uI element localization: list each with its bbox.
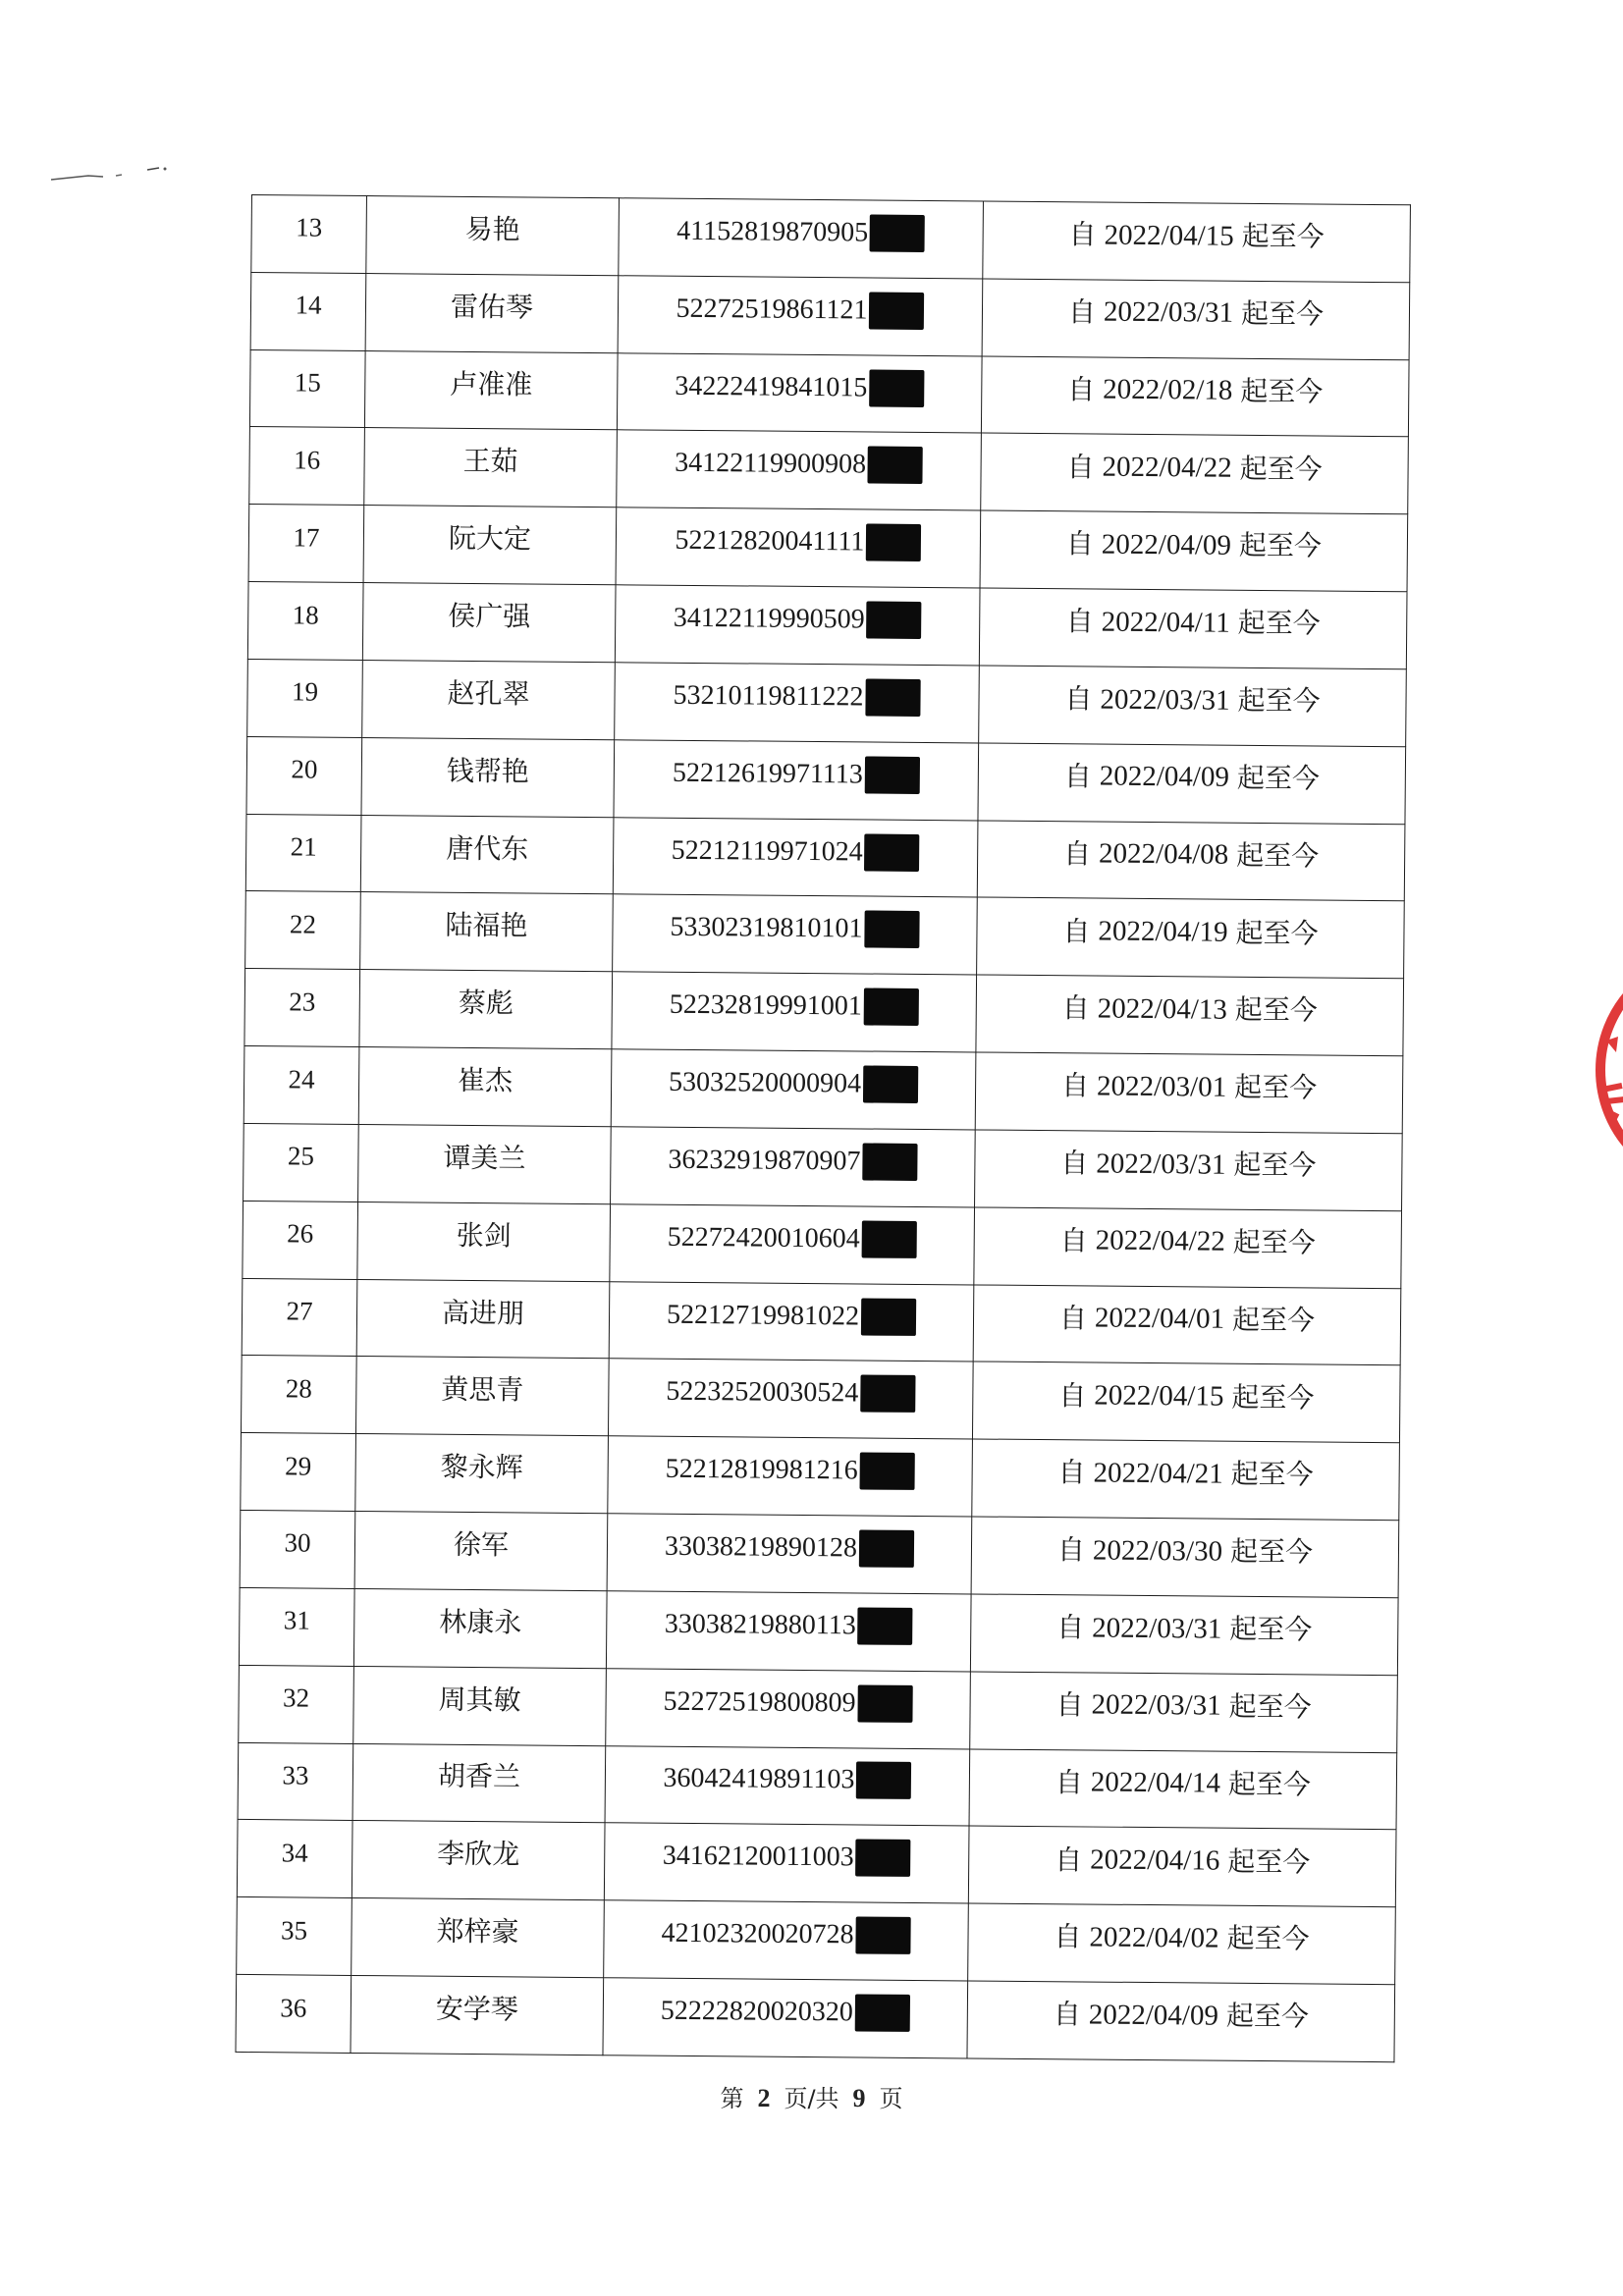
person-name: 林康永 <box>353 1588 607 1668</box>
period-prefix: 自 <box>1068 218 1097 251</box>
row-index: 26 <box>243 1201 358 1279</box>
period-cell <box>970 1594 1398 1676</box>
scan-speck-mark <box>49 162 177 184</box>
table-row <box>249 349 1409 437</box>
red-seal-stamp-edge <box>1589 942 1623 1198</box>
id-number-visible: 52232819991001 <box>669 988 862 1022</box>
period-prefix: 自 <box>1056 1611 1085 1644</box>
person-name: 李欣龙 <box>352 1821 605 1900</box>
redaction-block <box>866 524 921 561</box>
period-suffix: 起至今 <box>1231 1380 1315 1415</box>
period-start-date: 2022/04/08 <box>1098 837 1229 871</box>
period-start-date: 2022/04/09 <box>1088 1999 1219 2032</box>
table-row <box>246 736 1406 824</box>
period-suffix: 起至今 <box>1240 374 1324 408</box>
person-name: 胡香兰 <box>352 1743 606 1823</box>
row-index: 34 <box>237 1820 352 1898</box>
period-cell <box>980 510 1408 592</box>
row-index: 27 <box>242 1278 357 1357</box>
redaction-block <box>867 602 922 639</box>
row-index: 21 <box>245 814 361 892</box>
footer-page-number: 2 <box>757 2084 771 2112</box>
id-number-visible: 34122119990509 <box>673 602 865 635</box>
period-suffix: 起至今 <box>1237 607 1321 640</box>
redaction-block <box>860 1453 915 1490</box>
period-prefix: 自 <box>1060 1069 1090 1102</box>
redaction-block <box>858 1607 913 1644</box>
personnel-table-container <box>235 194 1409 2062</box>
period-start-date: 2022/04/16 <box>1090 1843 1220 1877</box>
period-cell <box>977 897 1405 979</box>
id-number-cell <box>619 198 984 279</box>
id-number-cell <box>608 1436 973 1517</box>
id-number-cell <box>605 1745 970 1826</box>
period-cell <box>971 1517 1399 1598</box>
id-number-cell <box>617 352 982 433</box>
id-number-cell <box>607 1514 972 1594</box>
period-start-date: 2022/03/31 <box>1096 1148 1226 1181</box>
period-suffix: 起至今 <box>1228 1689 1312 1724</box>
period-suffix: 起至今 <box>1234 993 1319 1027</box>
id-number-visible: 52272420010604 <box>667 1221 860 1255</box>
period-suffix: 起至今 <box>1230 1458 1314 1491</box>
period-suffix: 起至今 <box>1225 2000 1310 2033</box>
period-start-date: 2022/04/15 <box>1094 1379 1224 1413</box>
person-name: 唐代东 <box>360 815 614 894</box>
table-row <box>243 1123 1403 1210</box>
period-start-date: 2022/03/31 <box>1100 683 1230 717</box>
period-suffix: 起至今 <box>1232 1225 1316 1259</box>
row-index: 30 <box>240 1511 355 1589</box>
period-start-date: 2022/03/01 <box>1096 1070 1227 1103</box>
period-start-date: 2022/02/18 <box>1103 373 1233 407</box>
row-index: 18 <box>247 582 363 661</box>
footer-suffix: 页 <box>879 2085 903 2112</box>
period-prefix: 自 <box>1066 450 1095 484</box>
period-start-date: 2022/04/21 <box>1093 1457 1223 1490</box>
id-number-visible: 52272519800809 <box>663 1685 856 1719</box>
period-start-date: 2022/04/09 <box>1101 528 1232 561</box>
id-number-visible: 53032520000904 <box>668 1066 862 1099</box>
id-number-cell <box>613 894 978 975</box>
id-number-cell <box>613 817 978 897</box>
redaction-block <box>864 988 919 1026</box>
period-start-date: 2022/04/19 <box>1098 915 1228 948</box>
person-name: 高进朋 <box>356 1279 610 1359</box>
table-row <box>243 1046 1403 1134</box>
id-number-cell <box>608 1359 973 1439</box>
person-name: 郑梓豪 <box>352 1898 605 1978</box>
table-row <box>239 1665 1398 1752</box>
period-suffix: 起至今 <box>1234 1071 1318 1104</box>
row-index: 33 <box>238 1742 353 1821</box>
id-number-visible: 42102320020728 <box>661 1917 854 1950</box>
period-start-date: 2022/04/13 <box>1097 992 1227 1026</box>
id-number-cell <box>610 1203 975 1284</box>
row-index: 36 <box>236 1974 352 2053</box>
table-row <box>243 1201 1402 1288</box>
period-prefix: 自 <box>1065 605 1094 638</box>
redaction-block <box>865 678 920 716</box>
person-name: 蔡彪 <box>359 970 613 1049</box>
period-cell <box>969 1749 1397 1831</box>
period-cell <box>968 1826 1396 1907</box>
id-number-visible: 52212819981216 <box>665 1453 858 1486</box>
period-start-date: 2022/04/22 <box>1095 1224 1225 1258</box>
id-number-visible: 34222419841015 <box>675 370 868 403</box>
row-index: 17 <box>248 505 364 583</box>
row-index: 25 <box>243 1123 359 1201</box>
id-number-cell <box>618 276 983 356</box>
period-start-date: 2022/04/09 <box>1099 761 1230 794</box>
person-name: 钱帮艳 <box>361 737 615 817</box>
period-prefix: 自 <box>1053 1998 1081 2031</box>
table-row <box>247 582 1407 669</box>
period-prefix: 自 <box>1062 914 1091 948</box>
redaction-block <box>860 1375 915 1413</box>
id-number-visible: 34122119900908 <box>675 448 867 480</box>
period-suffix: 起至今 <box>1227 1844 1311 1879</box>
id-number-visible: 52232520030524 <box>666 1376 859 1409</box>
period-cell <box>976 975 1404 1056</box>
person-name: 侯广强 <box>362 583 616 663</box>
period-suffix: 起至今 <box>1238 529 1323 562</box>
table-row <box>248 505 1408 592</box>
period-prefix: 自 <box>1067 373 1096 406</box>
personnel-table-body <box>236 195 1410 2062</box>
period-prefix: 自 <box>1055 1765 1083 1799</box>
period-cell <box>979 666 1407 747</box>
id-number-visible: 34162120011003 <box>662 1841 854 1873</box>
period-prefix: 自 <box>1056 1533 1086 1567</box>
footer-prefix: 第 <box>720 2085 744 2112</box>
period-cell <box>973 1285 1401 1366</box>
row-index: 14 <box>250 272 366 350</box>
redaction-block <box>862 1143 917 1180</box>
redaction-block <box>861 1298 916 1335</box>
person-name: 赵孔翠 <box>362 660 616 739</box>
period-suffix: 起至今 <box>1241 219 1325 253</box>
redaction-block <box>868 447 923 484</box>
period-suffix: 起至今 <box>1237 683 1321 718</box>
table-row <box>245 814 1405 901</box>
period-suffix: 起至今 <box>1229 1612 1313 1646</box>
redaction-block <box>862 1220 917 1257</box>
period-cell <box>975 1130 1403 1211</box>
period-cell <box>975 1052 1403 1134</box>
period-suffix: 起至今 <box>1227 1767 1312 1801</box>
period-start-date: 2022/04/01 <box>1094 1302 1225 1335</box>
period-prefix: 自 <box>1065 527 1095 561</box>
redaction-block <box>864 833 919 871</box>
period-prefix: 自 <box>1058 1378 1087 1413</box>
period-start-date: 2022/04/11 <box>1101 606 1230 639</box>
period-start-date: 2022/03/31 <box>1091 1688 1221 1723</box>
period-start-date: 2022/04/22 <box>1102 451 1232 484</box>
person-name: 卢准准 <box>364 350 618 430</box>
id-number-visible: 52272519861121 <box>676 293 868 326</box>
id-number-cell <box>611 1049 976 1130</box>
id-number-cell <box>617 430 982 510</box>
period-cell <box>968 1903 1396 1985</box>
person-name: 崔杰 <box>358 1047 612 1127</box>
redaction-block <box>856 1840 911 1877</box>
period-cell <box>983 201 1411 283</box>
period-start-date: 2022/04/14 <box>1090 1766 1221 1799</box>
table-row <box>251 195 1411 283</box>
row-index: 29 <box>241 1433 356 1512</box>
table-row <box>240 1511 1399 1598</box>
period-start-date: 2022/04/02 <box>1089 1921 1219 1954</box>
person-name: 张剑 <box>357 1201 611 1281</box>
row-index: 35 <box>237 1897 352 1976</box>
period-prefix: 自 <box>1055 1688 1084 1722</box>
row-index: 32 <box>239 1665 354 1743</box>
period-suffix: 起至今 <box>1236 838 1320 873</box>
row-index: 31 <box>239 1587 354 1666</box>
table-row <box>237 1820 1396 1907</box>
id-number-visible: 41152819870905 <box>676 215 869 248</box>
table-row <box>241 1356 1400 1443</box>
period-prefix: 自 <box>1054 1920 1082 1953</box>
id-number-cell <box>604 1823 969 1903</box>
id-number-visible: 36042419891103 <box>663 1763 855 1795</box>
period-suffix: 起至今 <box>1233 1148 1317 1182</box>
table-row <box>236 1974 1395 2061</box>
id-number-visible: 53302319810101 <box>670 912 863 944</box>
table-row <box>244 969 1404 1056</box>
table-row <box>242 1278 1401 1365</box>
redaction-block <box>869 369 924 406</box>
id-number-cell <box>612 972 977 1052</box>
id-number-visible: 52222820020320 <box>660 1995 853 2028</box>
person-name: 雷佑琴 <box>365 273 619 352</box>
id-number-visible: 52212119971024 <box>671 834 863 867</box>
redaction-block <box>859 1529 914 1567</box>
period-suffix: 起至今 <box>1235 916 1319 950</box>
id-number-cell <box>611 1127 976 1207</box>
period-cell <box>974 1207 1402 1289</box>
id-number-cell <box>609 1281 974 1362</box>
redaction-block <box>863 1065 918 1102</box>
id-number-visible: 36232919870907 <box>668 1144 861 1177</box>
id-number-cell <box>604 1900 969 1981</box>
period-prefix: 自 <box>1061 991 1090 1025</box>
table-row <box>245 891 1405 979</box>
person-name: 安学琴 <box>351 1976 604 2056</box>
id-number-cell <box>614 740 979 821</box>
period-cell <box>977 821 1405 902</box>
table-row <box>238 1742 1397 1830</box>
person-name: 易艳 <box>366 196 620 276</box>
period-start-date: 2022/03/31 <box>1103 296 1234 330</box>
period-suffix: 起至今 <box>1239 452 1323 486</box>
footer-total-pages: 9 <box>852 2084 866 2112</box>
person-name: 黎永辉 <box>355 1434 609 1514</box>
id-number-cell <box>615 585 980 666</box>
table-row <box>247 659 1407 746</box>
period-suffix: 起至今 <box>1229 1534 1314 1569</box>
table-row <box>239 1587 1398 1675</box>
id-number-cell <box>603 1978 968 2058</box>
period-suffix: 起至今 <box>1231 1303 1316 1337</box>
person-name: 阮大定 <box>363 506 617 585</box>
period-cell <box>972 1362 1400 1443</box>
id-number-visible: 33038219890128 <box>664 1530 858 1564</box>
id-number-cell <box>615 663 980 743</box>
period-prefix: 自 <box>1059 1224 1088 1257</box>
person-name: 周其敏 <box>353 1666 607 1745</box>
table-row <box>241 1433 1400 1521</box>
row-index: 28 <box>241 1356 356 1434</box>
period-prefix: 自 <box>1058 1301 1088 1335</box>
redaction-block <box>870 214 925 251</box>
period-cell <box>978 743 1406 825</box>
page-footer <box>0 2079 1623 2113</box>
redaction-block <box>869 292 924 329</box>
row-index: 15 <box>249 349 365 428</box>
period-prefix: 自 <box>1057 1456 1086 1489</box>
redaction-block <box>857 1684 912 1722</box>
period-suffix: 起至今 <box>1236 761 1321 795</box>
table-row <box>237 1897 1396 1985</box>
row-index: 24 <box>243 1046 359 1125</box>
id-number-visible: 52212820041111 <box>675 524 865 558</box>
redaction-block <box>864 911 919 948</box>
person-name: 黄思青 <box>355 1357 609 1436</box>
period-suffix: 起至今 <box>1240 296 1325 331</box>
row-index: 16 <box>249 427 365 506</box>
id-number-visible: 52212619971113 <box>672 757 863 790</box>
row-index: 19 <box>247 659 363 737</box>
period-prefix: 自 <box>1067 295 1097 329</box>
period-start-date: 2022/03/30 <box>1092 1534 1223 1568</box>
row-index: 13 <box>251 195 367 274</box>
period-prefix: 自 <box>1063 760 1092 793</box>
period-prefix: 自 <box>1064 682 1093 716</box>
redaction-block <box>855 1994 910 2031</box>
period-cell <box>981 433 1409 514</box>
table-row <box>249 427 1409 514</box>
period-cell <box>967 1981 1395 2062</box>
period-prefix: 自 <box>1062 837 1092 871</box>
person-name: 王茹 <box>364 428 618 507</box>
id-number-cell <box>606 1591 971 1672</box>
id-number-visible: 33038219880113 <box>664 1608 856 1641</box>
row-index: 23 <box>244 969 360 1047</box>
period-cell <box>981 356 1409 438</box>
period-start-date: 2022/04/15 <box>1104 219 1234 252</box>
person-name: 徐军 <box>354 1512 608 1591</box>
row-index: 22 <box>245 891 361 970</box>
period-cell <box>970 1672 1398 1753</box>
period-prefix: 自 <box>1055 1842 1083 1876</box>
row-index: 20 <box>246 736 362 815</box>
redaction-block <box>855 1917 910 1954</box>
table-row <box>250 272 1410 359</box>
redaction-block <box>865 756 920 793</box>
id-number-visible: 53210119811222 <box>673 679 864 713</box>
personnel-table <box>235 194 1410 2062</box>
redaction-block <box>856 1762 911 1799</box>
period-prefix: 自 <box>1060 1147 1089 1180</box>
person-name: 谭美兰 <box>358 1124 612 1203</box>
id-number-cell <box>606 1668 971 1748</box>
id-number-visible: 52212719981022 <box>666 1299 860 1331</box>
period-suffix: 起至今 <box>1226 1922 1310 1955</box>
person-name: 陆福艳 <box>360 892 614 972</box>
id-number-cell <box>616 507 981 588</box>
period-cell <box>979 588 1407 669</box>
footer-middle: 页/共 <box>784 2085 839 2112</box>
period-cell <box>972 1439 1400 1521</box>
period-start-date: 2022/03/31 <box>1092 1612 1222 1645</box>
period-cell <box>982 279 1410 360</box>
